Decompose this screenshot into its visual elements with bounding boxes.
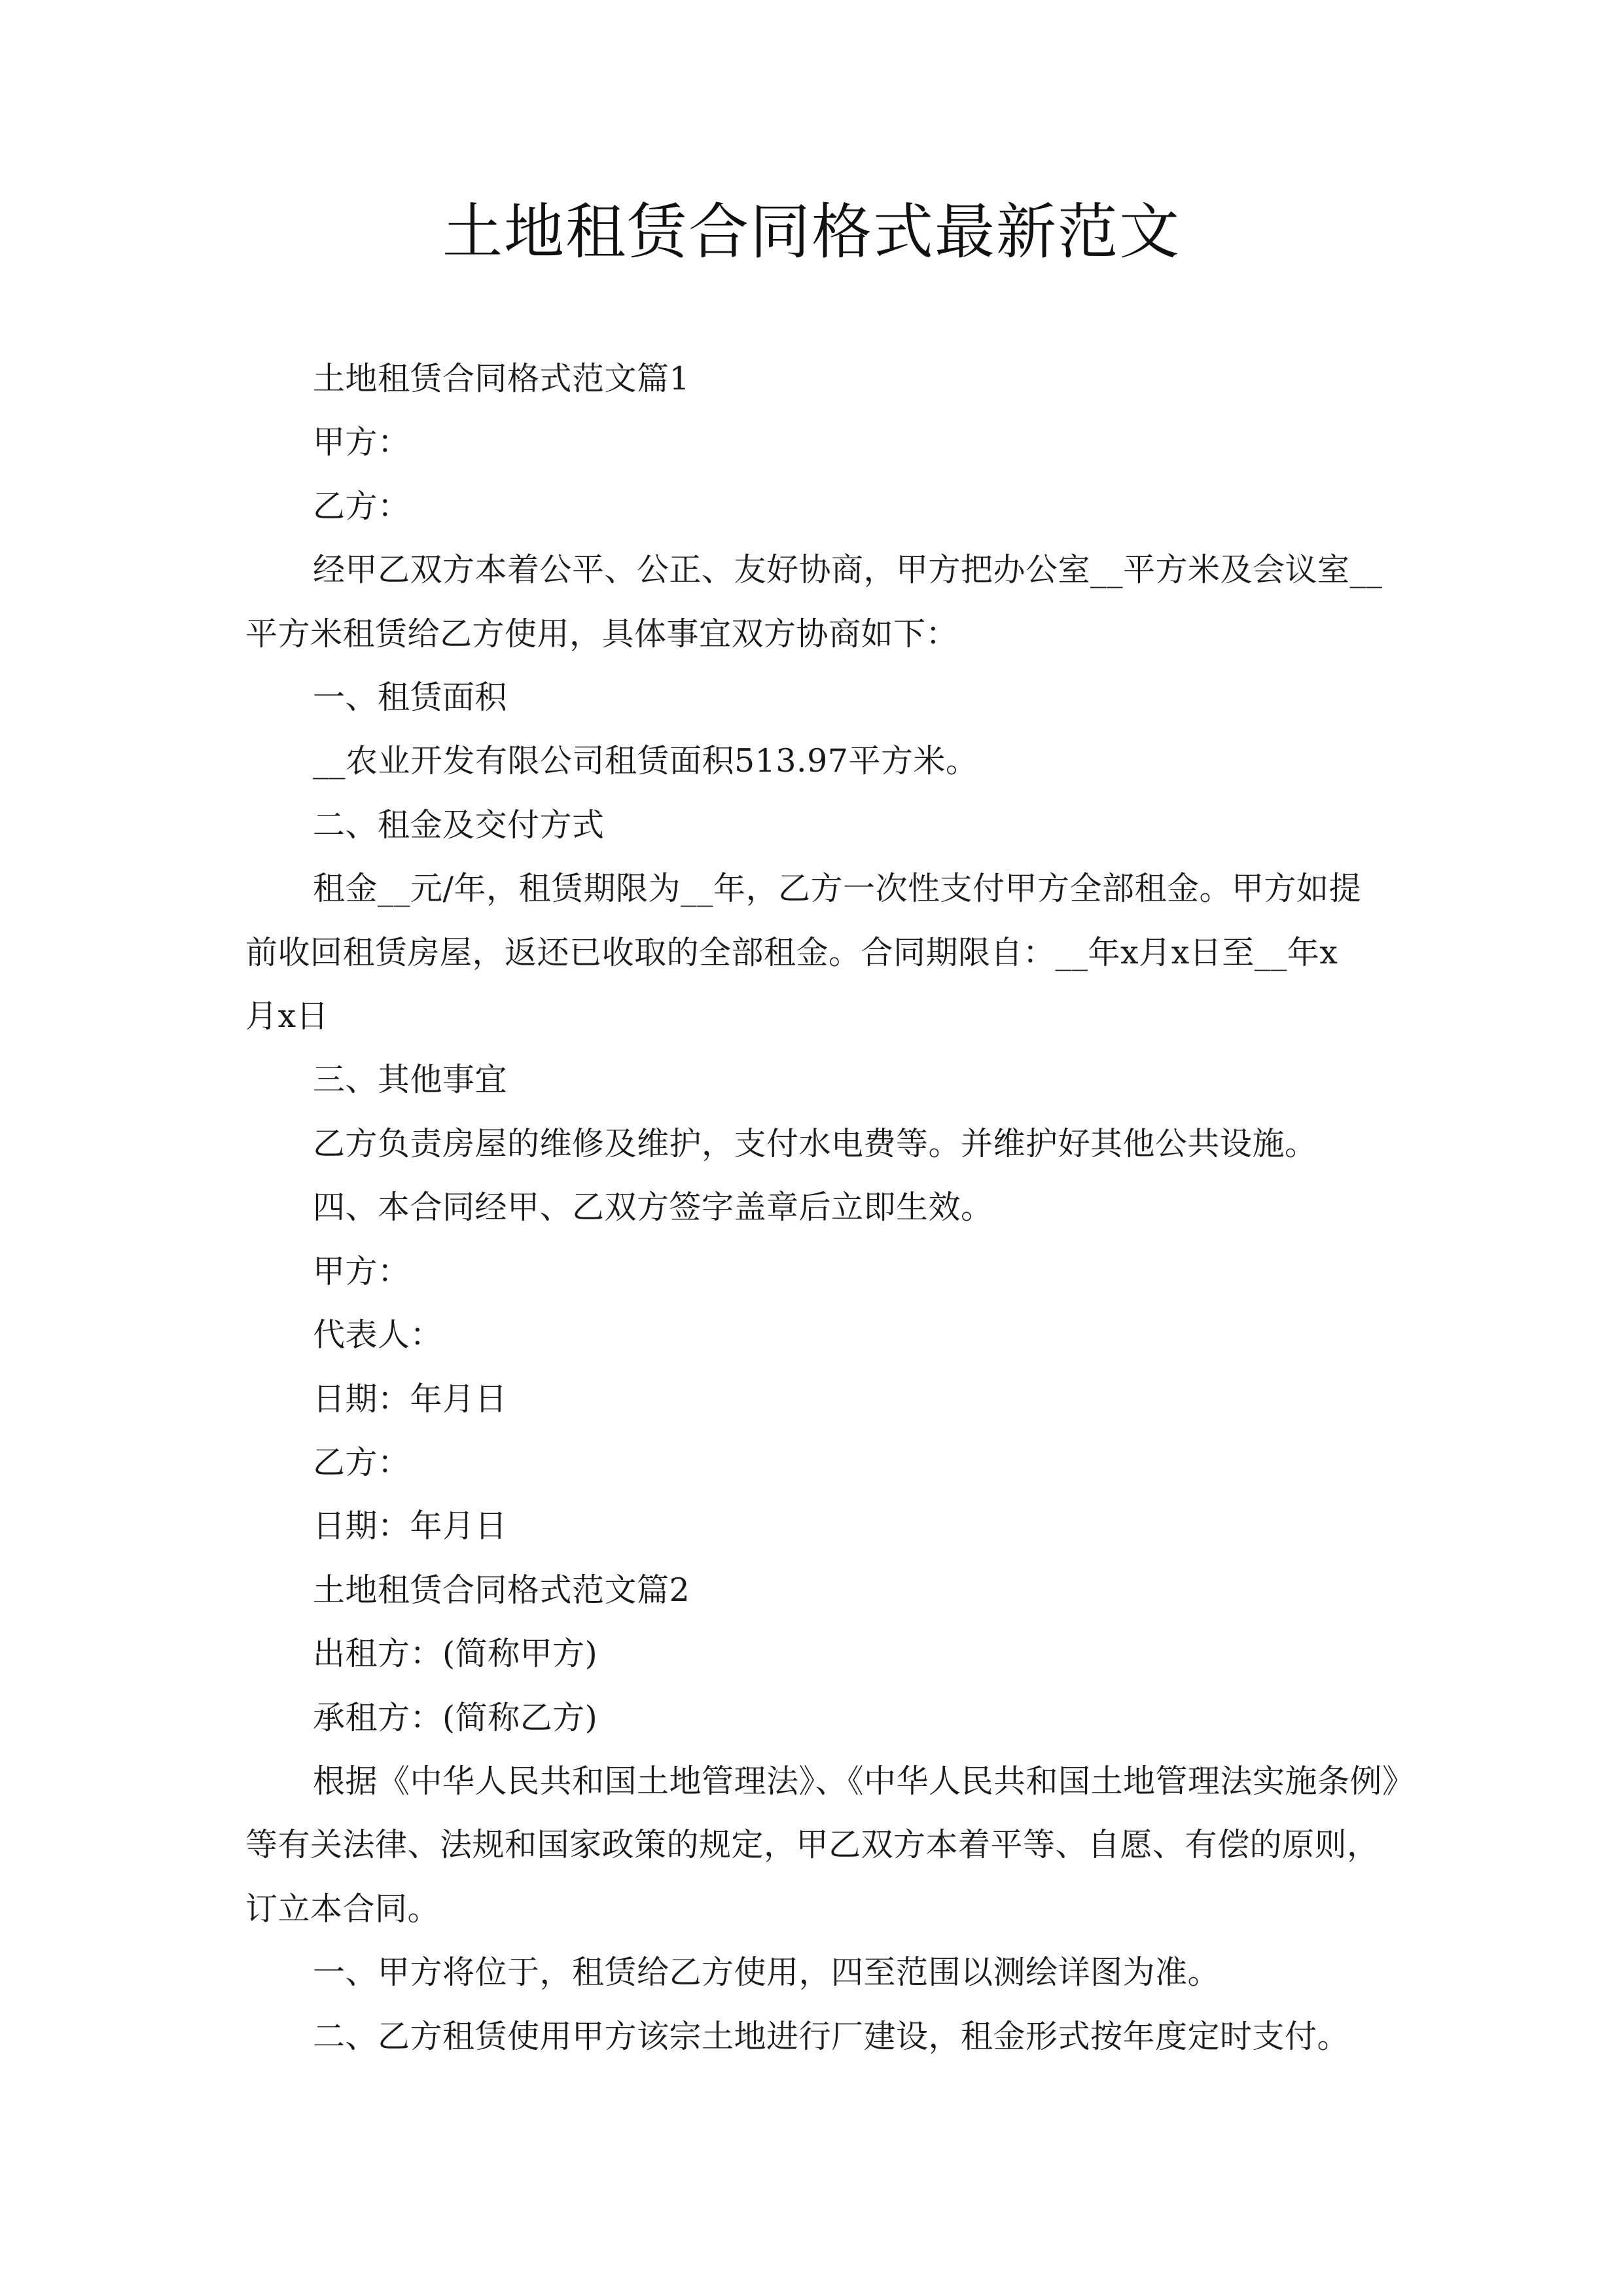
text-line: 甲方：	[313, 423, 410, 461]
signature-date	[245, 1494, 1397, 1558]
text-line: 平方米租赁给乙方使用，具体事宜双方协商如下：	[245, 615, 959, 653]
text-line: 乙方：	[313, 1443, 410, 1481]
text-line: 订立本合同。	[245, 1890, 440, 1928]
section-heading-2	[245, 1558, 1397, 1622]
clause-heading	[245, 666, 1397, 729]
text-line: 经甲乙双方本着公平、公正、友好协商，甲方把办公室__平方米及会议室__	[313, 551, 1383, 589]
signature-representative	[245, 1303, 1397, 1367]
party-b-label	[245, 475, 1397, 538]
document-body	[245, 347, 1415, 2068]
signature-date	[245, 1367, 1397, 1431]
text-line: 租金__元/年，租赁期限为__年，乙方一次性支付甲方全部租金。甲方如提	[313, 870, 1362, 908]
intro-paragraph	[245, 538, 1397, 666]
section-heading-1	[245, 347, 1397, 410]
text-line: 承租方：(简称乙方)	[313, 1698, 598, 1736]
text-line: 日期：年月日	[313, 1380, 508, 1418]
text-line: __农业开发有限公司租赁面积513.97平方米。	[313, 742, 978, 780]
text-line: 一、甲方将位于，租赁给乙方使用，四至范围以测绘详图为准。	[313, 1954, 1221, 1992]
text-line: 二、乙方租赁使用甲方该宗土地进行厂建设，租金形式按年度定时支付。	[313, 2017, 1350, 2055]
signature-party-b	[245, 1431, 1397, 1494]
text-line: 月x日	[245, 997, 329, 1035]
clause-heading	[245, 793, 1397, 857]
text-line: 出租方：(简称甲方)	[313, 1635, 598, 1673]
rent-paragraph	[245, 857, 1397, 1048]
clause-text	[245, 1941, 1397, 2004]
text-line: 乙方负责房屋的维修及维护，支付水电费等。并维护好其他公共设施。	[313, 1124, 1317, 1162]
legal-basis-paragraph	[245, 1749, 1415, 1941]
clause-text	[245, 729, 1397, 793]
text-line: 一、租赁面积	[313, 679, 508, 717]
text-line: 三、其他事宜	[313, 1061, 508, 1099]
text-line: 土地租赁合同格式范文篇2	[313, 1571, 690, 1609]
signature-party-a	[245, 1240, 1397, 1303]
clause-heading	[245, 1048, 1397, 1111]
text-line: 甲方：	[313, 1252, 410, 1290]
text-line: 根据《中华人民共和国土地管理法》、《中华人民共和国土地管理法实施条例》	[313, 1762, 1415, 1800]
text-line: 四、本合同经甲、乙双方签字盖章后立即生效。	[313, 1189, 993, 1227]
party-a-label	[245, 410, 1397, 474]
lessor-label	[245, 1622, 1397, 1685]
clause-text	[245, 1112, 1397, 1175]
clause-text	[245, 2005, 1397, 2068]
clause-heading	[245, 1175, 1397, 1239]
lessee-label	[245, 1686, 1397, 1749]
text-line: 日期：年月日	[313, 1507, 508, 1545]
document-title: 土地租赁合同格式最新范文	[442, 197, 1181, 267]
text-line: 二、租金及交付方式	[313, 806, 605, 844]
text-line: 乙方：	[313, 487, 410, 525]
text-line: 土地租赁合同格式范文篇1	[313, 360, 690, 397]
text-line: 前收回租赁房屋，返还已收取的全部租金。合同期限自：__年x月x日至__年x	[245, 933, 1338, 971]
text-line: 代表人：	[313, 1316, 443, 1354]
text-line: 等有关法律、法规和国家政策的规定，甲乙双方本着平等、自愿、有偿的原则，	[245, 1826, 1380, 1864]
